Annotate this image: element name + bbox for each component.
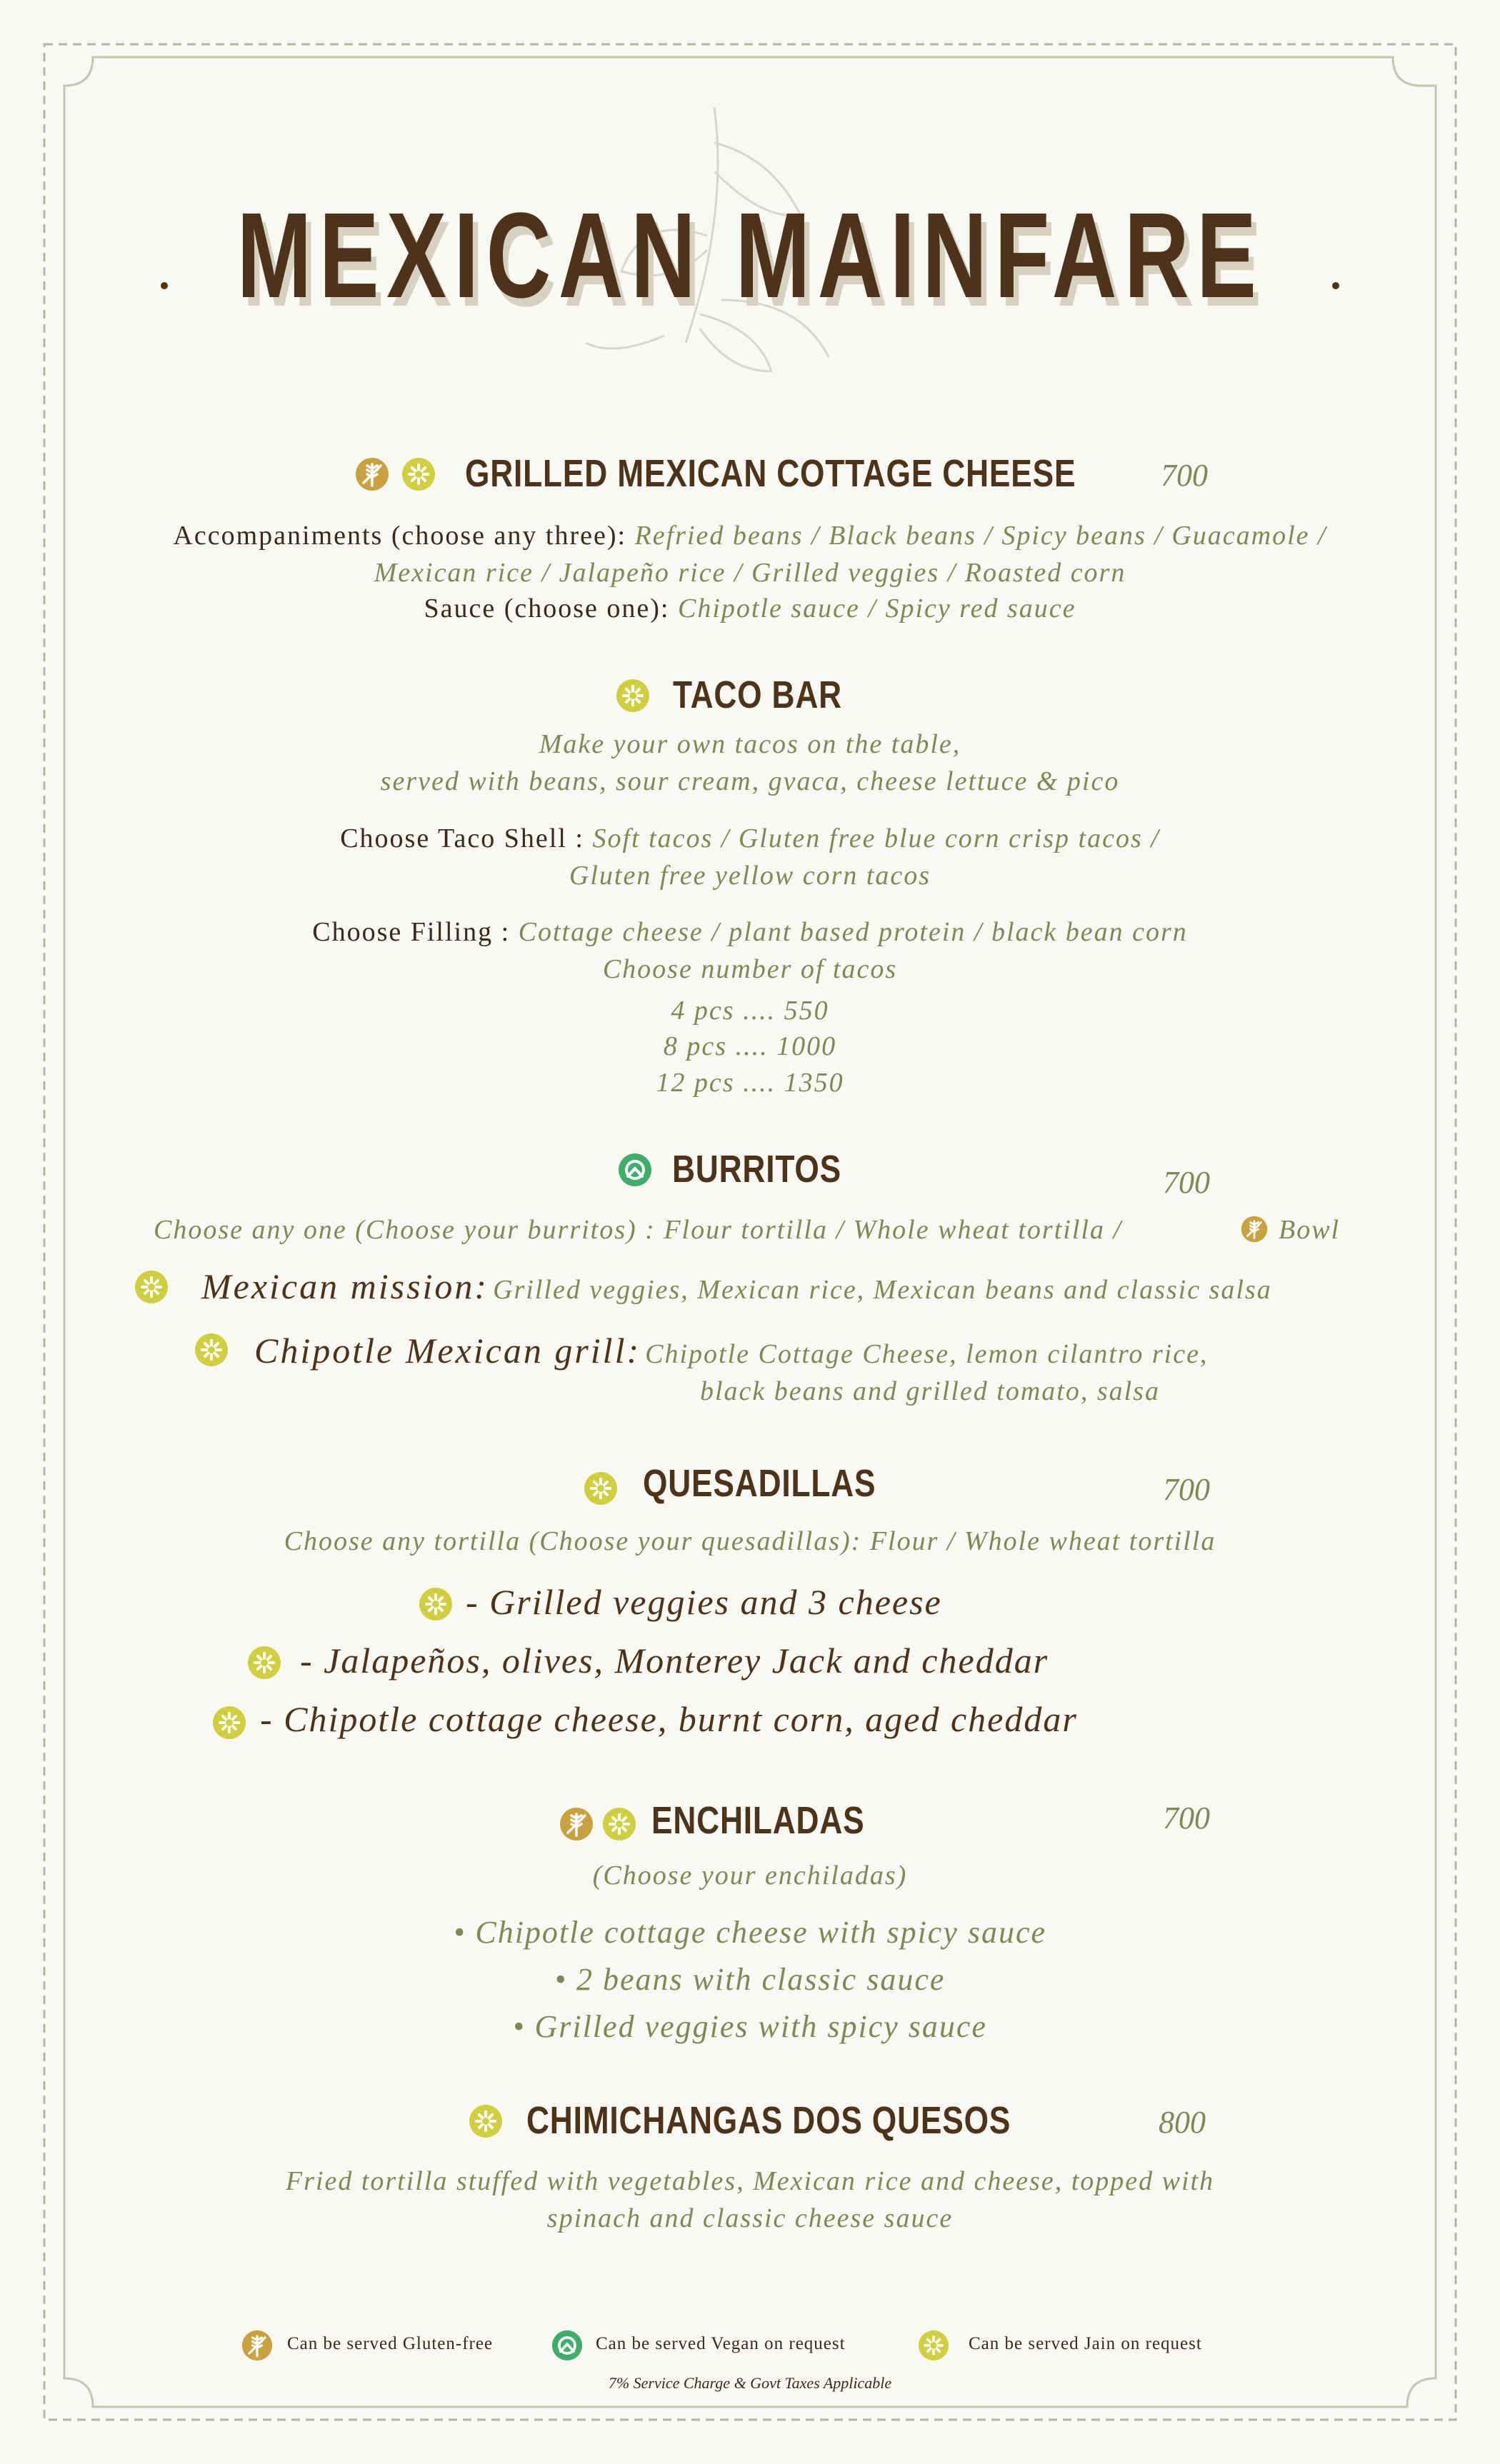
enchiladas-price: 700 bbox=[1163, 1801, 1210, 1836]
burrito-chipotle-grill: Chipotle Mexican grill: Chipotle Cottage Cheese, lemon cilantro rice, bbox=[254, 1331, 1209, 1371]
jain-icon bbox=[212, 1706, 246, 1740]
grilled-accompaniments-2: Mexican rice / Jalapeño rice / Grilled veggies / Roasted corn bbox=[374, 558, 1126, 588]
enchiladas-subtitle: (Choose your enchiladas) bbox=[592, 1860, 908, 1890]
taco-desc-2: served with beans, sour cream, gvaca, cheese lettuce & pico bbox=[380, 766, 1120, 796]
quesadillas-title: QUESADILLAS bbox=[643, 1462, 876, 1505]
taco-desc-1: Make your own tacos on the table, bbox=[539, 729, 961, 759]
quesadilla-item: - Jalapeños, olives, Monterey Jack and cheddar bbox=[300, 1641, 1049, 1681]
taco-option: 12 pcs .... 1350 bbox=[656, 1068, 844, 1098]
quesadilla-item: - Grilled veggies and 3 cheese bbox=[466, 1582, 942, 1622]
jain-icon bbox=[401, 457, 436, 491]
burritos-choose: Choose any one (Choose your burritos) : Flour tortilla / Whole wheat tortilla / bbox=[154, 1215, 1123, 1245]
quesadillas-price: 700 bbox=[1163, 1472, 1210, 1507]
burrito-mexican-mission: Mexican mission: Grilled veggies, Mexican rice, Mexican beans and classic salsa bbox=[201, 1266, 1272, 1306]
burritos-title: BURRITOS bbox=[672, 1148, 842, 1191]
taco-shell-2: Gluten free yellow corn tacos bbox=[569, 861, 931, 891]
burritos-price: 700 bbox=[1163, 1165, 1210, 1200]
jain-icon bbox=[469, 2104, 503, 2138]
jain-icon bbox=[584, 1471, 618, 1506]
grilled-accompaniments: Accompaniments (choose any three): Refried beans / Black beans / Spicy beans / Guacamole / bbox=[173, 521, 1327, 551]
enchilada-item: • 2 beans with classic sauce bbox=[554, 1962, 946, 1997]
taco-title: TACO BAR bbox=[673, 673, 842, 716]
page-title: MEXICAN MAINFARE bbox=[236, 188, 1264, 324]
taco-option: 8 pcs .... 1000 bbox=[663, 1031, 837, 1061]
vegan-icon bbox=[618, 1153, 652, 1187]
jain-icon bbox=[134, 1270, 169, 1304]
jain-icon bbox=[419, 1587, 453, 1621]
jain-icon bbox=[616, 678, 650, 713]
legend-gluten: Can be served Gluten-free bbox=[287, 2334, 494, 2353]
taco-number-label: Choose number of tacos bbox=[602, 954, 898, 984]
taco-shell: Choose Taco Shell : Soft tacos / Gluten free blue corn crisp tacos / bbox=[340, 823, 1160, 853]
burritos-bowl: Bowl bbox=[1279, 1215, 1341, 1245]
jain-icon bbox=[194, 1333, 229, 1367]
jain-icon bbox=[918, 2330, 949, 2361]
chimichangas-desc-1: Fried tortilla stuffed with vegetables, Mexican rice and cheese, topped with bbox=[285, 2166, 1215, 2196]
gluten-free-icon bbox=[1241, 1216, 1268, 1243]
jain-icon bbox=[247, 1646, 281, 1680]
jain-icon bbox=[602, 1807, 636, 1841]
enchiladas-title: ENCHILADAS bbox=[651, 1799, 865, 1842]
enchilada-item: • Chipotle cottage cheese with spicy sauce bbox=[453, 1915, 1047, 1950]
legend-vegan: Can be served Vegan on request bbox=[596, 2334, 846, 2353]
gluten-free-icon bbox=[355, 457, 389, 491]
quesadilla-item: - Chipotle cottage cheese, burnt corn, aged cheddar bbox=[260, 1699, 1078, 1739]
grilled-price: 700 bbox=[1161, 458, 1208, 493]
grilled-title: GRILLED MEXICAN COTTAGE CHEESE bbox=[465, 452, 1076, 495]
taco-filling: Choose Filling : Cottage cheese / plant based protein / black bean corn bbox=[312, 917, 1188, 947]
chimichangas-desc-2: spinach and classic cheese sauce bbox=[546, 2203, 954, 2233]
legend-jain: Can be served Jain on request bbox=[969, 2334, 1202, 2353]
vegan-icon bbox=[551, 2330, 583, 2361]
service-charge-note: 7% Service Charge & Govt Taxes Applicable bbox=[608, 2374, 892, 2392]
enchilada-item: • Grilled veggies with spicy sauce bbox=[513, 2009, 987, 2044]
gluten-free-icon bbox=[241, 2330, 273, 2361]
burrito-chipotle-desc-2: black beans and grilled tomato, salsa bbox=[700, 1376, 1160, 1406]
gluten-free-icon bbox=[559, 1807, 594, 1841]
quesadillas-choose: Choose any tortilla (Choose your quesadillas): Flour / Whole wheat tortilla bbox=[284, 1526, 1216, 1556]
chimichangas-title: CHIMICHANGAS DOS QUESOS bbox=[526, 2099, 1011, 2142]
taco-option: 4 pcs .... 550 bbox=[671, 996, 829, 1026]
grilled-sauce: Sauce (choose one): Chipotle sauce / Spicy red sauce bbox=[424, 594, 1076, 623]
chimichangas-price: 800 bbox=[1159, 2105, 1206, 2140]
